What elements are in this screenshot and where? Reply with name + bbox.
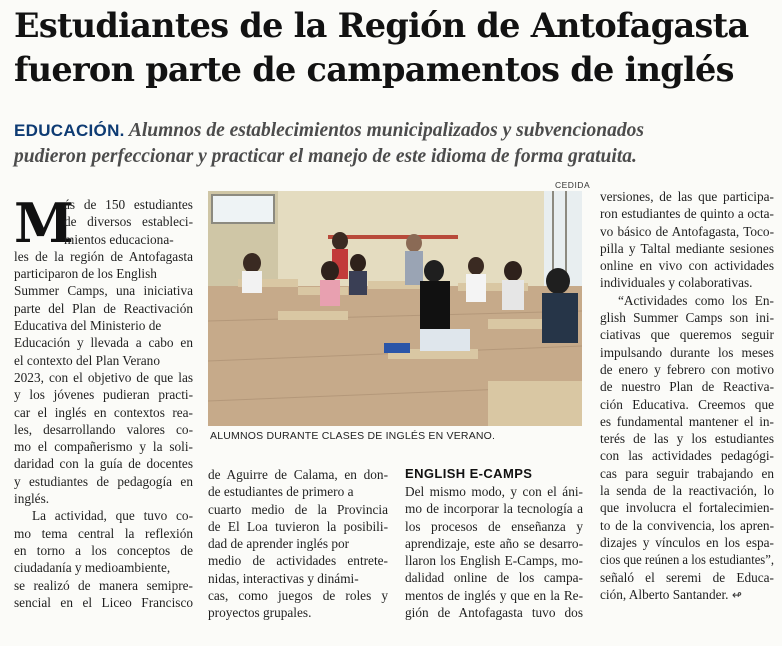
text-line: que involucra el fortalecimien- xyxy=(600,500,774,516)
text-line: 2023, con el objetivo de que las xyxy=(14,369,193,385)
text-line: “Actividades como los En- xyxy=(618,292,774,308)
dropcap: M xyxy=(14,191,74,255)
text-line: parte del Plan de Reactivación xyxy=(14,300,193,316)
final-sentence: ción, Alberto Santander. xyxy=(600,586,729,602)
text-line: de enero y febrero con motivo xyxy=(600,361,774,377)
text-line: mo tema central la reflexión xyxy=(14,525,193,541)
text-line: ron estudiantes de quinto a octa- xyxy=(600,206,774,222)
text-line: ción Educativa. Creemos que xyxy=(600,396,774,412)
text-line: dizajes y vínculos en los espa- xyxy=(600,534,774,550)
text-line: cas, como juegos de roles y xyxy=(208,588,388,604)
text-line: dad de aprender inglés por xyxy=(208,536,350,552)
text-line: to de la convivencia, los apren- xyxy=(600,517,774,533)
deck-text-1: Alumnos de establecimientos municipalizados y subvencionados xyxy=(128,120,644,141)
text-line: llaron los English E-Camps, mo- xyxy=(405,553,583,569)
deck xyxy=(14,118,774,170)
text-line: individuales y colaborativas. xyxy=(600,275,753,291)
headline xyxy=(14,4,774,92)
text-line: les de la región de Antofagasta xyxy=(14,248,193,264)
text-line: en torno a los conceptos de xyxy=(14,542,193,558)
text-line: daridad con la guía de docentes xyxy=(14,456,193,472)
text-line: pilla y Taltal mediante sesiones xyxy=(600,240,774,256)
text-line: nidas, interactivas y dinámi- xyxy=(208,570,359,586)
text-line: mentos de inglés y que en la Re- xyxy=(405,587,583,603)
text-line: Del mismo modo, y con el áni- xyxy=(405,484,583,499)
text-line: inglés. xyxy=(14,491,50,507)
section-kicker: EDUCACIÓN. xyxy=(14,121,125,140)
headline-line-2: fueron parte de campamentos de inglés xyxy=(14,50,734,89)
text-line: de El Loa tuvieron la posibili- xyxy=(208,518,388,534)
text-line: de Aguirre de Calama, en don- xyxy=(208,467,388,482)
text-line: proyectos grupales. xyxy=(208,605,312,621)
column-4 xyxy=(600,188,774,604)
text-line: sencial en el Liceo Francisco xyxy=(14,594,193,610)
text-line: se realizó de manera semipre- xyxy=(14,577,193,593)
headline-line-1: Estudiantes de la Región de Antofagasta xyxy=(14,6,749,45)
classroom-photo xyxy=(208,191,582,426)
text-line: impulsando durante los meses xyxy=(600,344,774,360)
text-line: aprendizaje, este año se desarro- xyxy=(405,535,583,551)
text-line: el contexto del Plan Verano xyxy=(14,352,160,368)
text-line: La actividad, que tuvo co- xyxy=(32,508,193,524)
text-line: de diversos estableci- xyxy=(64,214,193,230)
text-line: y estudiantes de pedagogía en xyxy=(14,473,193,489)
text-line: de nuestro Plan de Reactiva- xyxy=(600,379,774,395)
column-3 xyxy=(405,465,583,621)
photo-caption: ALUMNOS DURANTE CLASES DE INGLÉS EN VERANO. xyxy=(210,430,496,442)
text-line: Summer Camps, una iniciativa xyxy=(14,283,193,299)
column-1 xyxy=(14,191,193,611)
text-line: cuarto medio de la Provincia xyxy=(208,501,388,517)
text-line: dalidad online de los campa- xyxy=(405,570,583,586)
text-line: Educativa del Ministerio de xyxy=(14,318,162,334)
text-line: Educación y llevada a cabo en xyxy=(14,335,193,351)
text-line: cas para seguir trabajando en xyxy=(600,465,774,481)
text-line: ás de 150 estudiantes xyxy=(64,197,193,212)
text-line: ciativas que queremos seguir xyxy=(600,327,774,343)
text-line: de estudiantes de primero a xyxy=(208,484,354,500)
text-line: con las actividades pedagógi- xyxy=(600,448,774,464)
text-line: ciudadanía y medioambiente, xyxy=(14,560,171,576)
text-line: vo básico de Antofagasta, Toco- xyxy=(600,223,774,239)
text-line: versiones, de las que participa- xyxy=(600,189,774,204)
deck-line-2: pudieron perfeccionar y practicar el manejo de este idioma de forma gratuita. xyxy=(14,146,637,167)
text-line: terés de las y los estudiantes xyxy=(600,431,774,447)
text-line: y los jóvenes pudieran practi- xyxy=(14,387,193,403)
text-line: car el inglés en contextos rea- xyxy=(14,404,193,420)
text-line: online en vivo con actividades xyxy=(600,258,774,274)
subhead-english-e-camps: ENGLISH E-CAMPS xyxy=(405,466,533,481)
text-line: la senda de la reactivación, lo xyxy=(600,483,774,499)
text-line: mientos educaciona- xyxy=(64,231,174,247)
text-line: cios que reúnen a los estudiantes”, xyxy=(600,552,774,568)
text-line: mo de incorporar la tecnología a xyxy=(405,501,583,517)
text-line: señaló el seremi de Educa- xyxy=(600,569,774,585)
text-line: participaron de los English xyxy=(14,266,157,282)
column-2 xyxy=(208,466,388,622)
end-mark-icon: ↫ xyxy=(731,587,742,602)
text-line: los procesos de enseñanza y xyxy=(405,518,583,534)
text-line: es fundamental mantener el in- xyxy=(600,413,774,429)
classroom-photo-illustration xyxy=(208,191,582,426)
text-line: les, desarrollando valores co- xyxy=(14,421,193,437)
text-line: medio de actividades entrete- xyxy=(208,553,388,569)
text-line: glish Summer Camps son ini- xyxy=(600,310,774,326)
text-line: gión de Antofagasta tuvo dos xyxy=(405,605,583,621)
text-line xyxy=(600,586,774,604)
photo-credit: CEDIDA xyxy=(555,180,591,190)
text-line: mo el compañerismo y la soli- xyxy=(14,439,193,455)
deck-line-1 xyxy=(14,118,774,144)
